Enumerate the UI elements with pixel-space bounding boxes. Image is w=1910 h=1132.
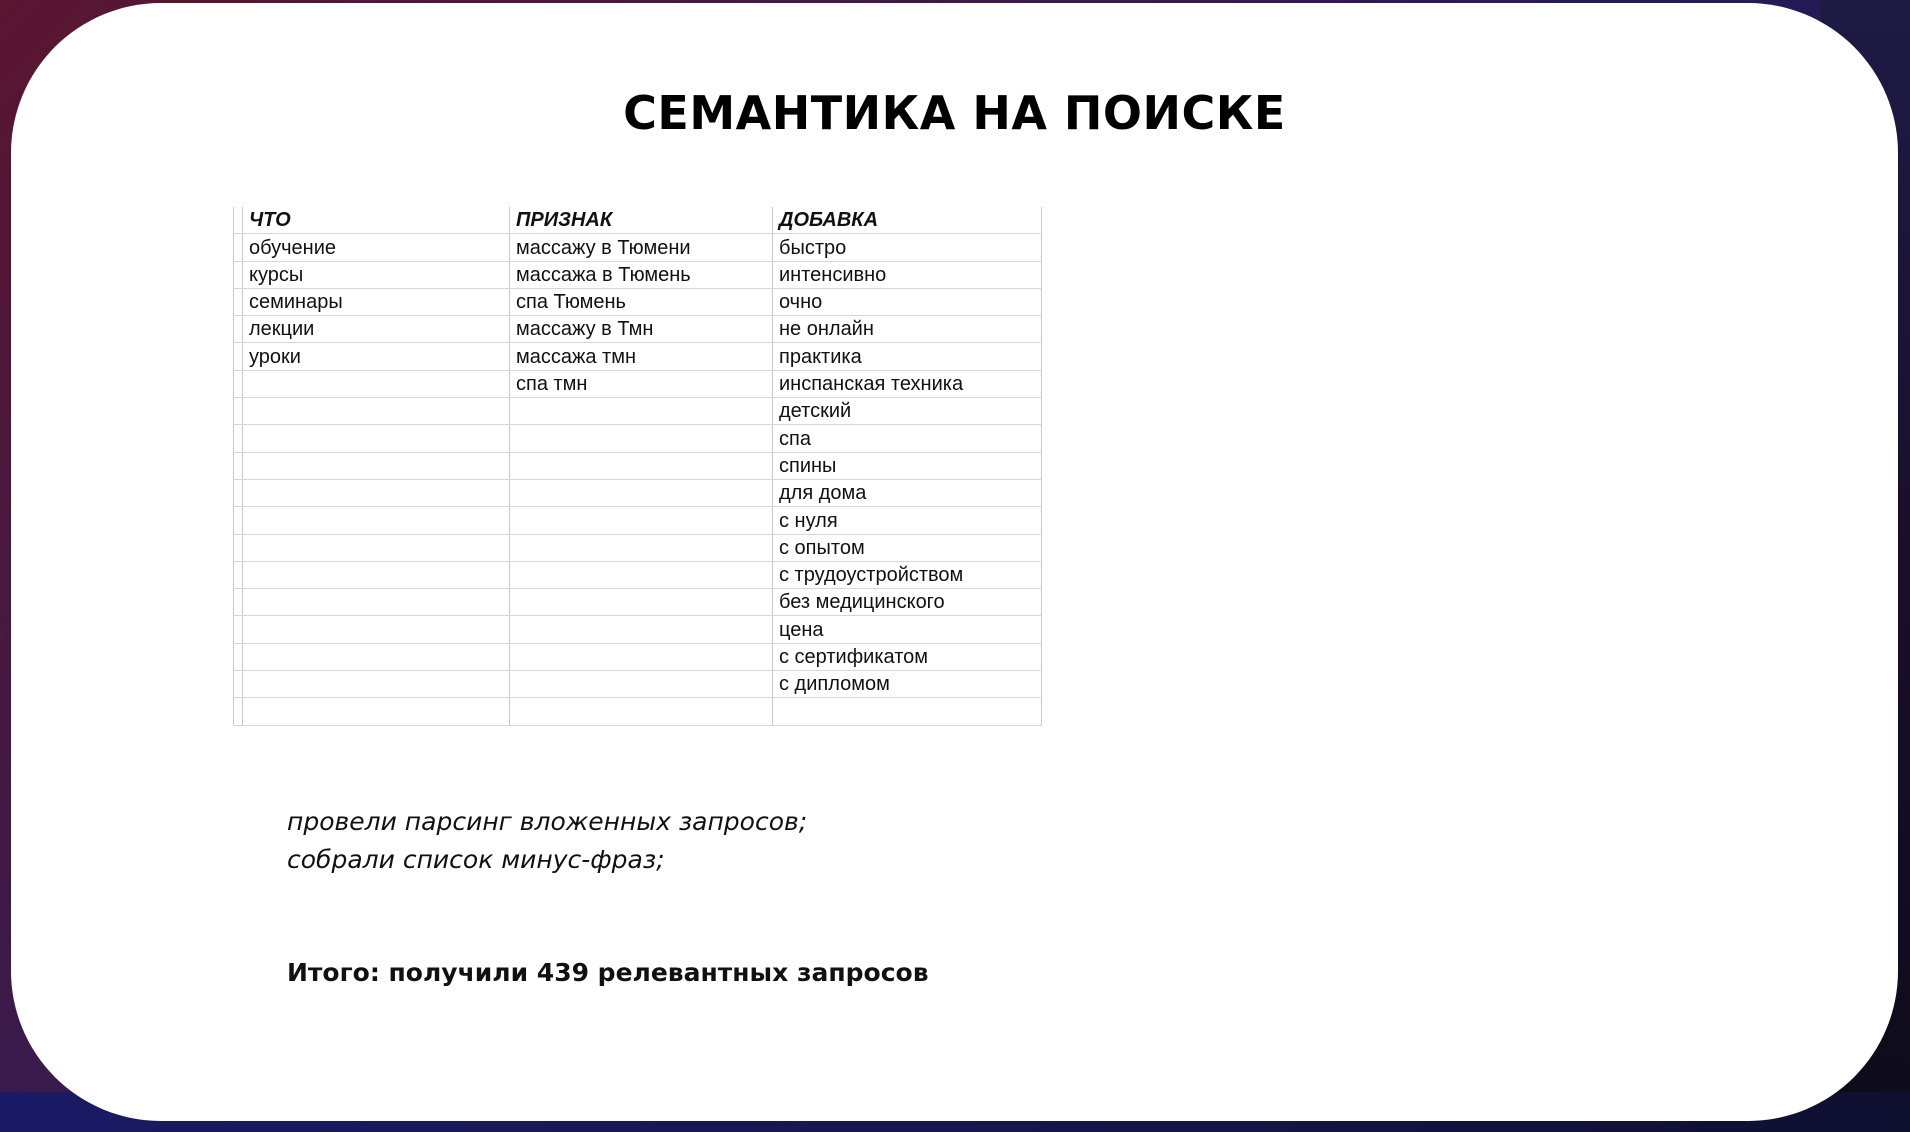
row-gutter: [234, 398, 243, 425]
table-cell: массажу в Тюмени: [510, 234, 773, 261]
table-row: [234, 261, 1042, 288]
notes-list: [287, 803, 807, 879]
table-cell: спа: [773, 425, 1042, 452]
table-cell: [510, 671, 773, 698]
table-row: [234, 343, 1042, 370]
row-gutter: [234, 261, 243, 288]
table-cell: обучение: [243, 234, 510, 261]
slide-title: СЕМАНТИКА НА ПОИСКЕ: [623, 86, 1286, 140]
table-cell: [243, 616, 510, 643]
row-gutter: [234, 589, 243, 616]
table-cell: [243, 398, 510, 425]
table-row: [234, 316, 1042, 343]
table-row: [234, 398, 1042, 425]
table-cell: [243, 698, 510, 725]
table-cell: [243, 561, 510, 588]
table-cell: спины: [773, 452, 1042, 479]
table-cell: [510, 507, 773, 534]
table-row: [234, 507, 1042, 534]
row-gutter: [234, 698, 243, 725]
table-cell: для дома: [773, 479, 1042, 506]
table-row: [234, 698, 1042, 725]
table-cell: быстро: [773, 234, 1042, 261]
table-cell: [243, 534, 510, 561]
table-cell: детский: [773, 398, 1042, 425]
table-cell: массажа тмн: [510, 343, 773, 370]
table-cell: практика: [773, 343, 1042, 370]
row-gutter: [234, 316, 243, 343]
table-cell: очно: [773, 288, 1042, 315]
table-cell: [243, 589, 510, 616]
table-cell: [243, 479, 510, 506]
table-row: [234, 671, 1042, 698]
table-cell: [243, 507, 510, 534]
table-cell: [510, 616, 773, 643]
table-row: [234, 234, 1042, 261]
table-cell: инспанская техника: [773, 370, 1042, 397]
table-cell: лекции: [243, 316, 510, 343]
table-row: [234, 288, 1042, 315]
table-cell: [243, 370, 510, 397]
table-row: [234, 452, 1042, 479]
row-gutter: [234, 207, 243, 234]
row-gutter: [234, 643, 243, 670]
table-cell: [510, 534, 773, 561]
table-cell: [243, 425, 510, 452]
row-gutter: [234, 616, 243, 643]
table-cell: [510, 643, 773, 670]
table-row: [234, 479, 1042, 506]
table-cell: без медицинского: [773, 589, 1042, 616]
row-gutter: [234, 288, 243, 315]
table-cell: спа тмн: [510, 370, 773, 397]
row-gutter: [234, 479, 243, 506]
table-cell: массажу в Тмн: [510, 316, 773, 343]
table-cell: [510, 561, 773, 588]
table-cell: спа Тюмень: [510, 288, 773, 315]
table-cell: с трудоустройством: [773, 561, 1042, 588]
row-gutter: [234, 671, 243, 698]
spreadsheet-image: [233, 209, 1053, 723]
table-row: [234, 370, 1042, 397]
row-gutter: [234, 425, 243, 452]
keyword-table: [233, 207, 1042, 726]
row-gutter: [234, 534, 243, 561]
row-gutter: [234, 370, 243, 397]
row-gutter: [234, 561, 243, 588]
table-row: [234, 561, 1042, 588]
table-cell: уроки: [243, 343, 510, 370]
table-header-row: [234, 207, 1042, 234]
table-cell: семинары: [243, 288, 510, 315]
row-gutter: [234, 343, 243, 370]
column-header: ЧТО: [243, 207, 510, 234]
table-row: [234, 534, 1042, 561]
table-cell: [510, 398, 773, 425]
table-cell: [243, 452, 510, 479]
table-cell: не онлайн: [773, 316, 1042, 343]
table-cell: [510, 452, 773, 479]
table-cell: [773, 698, 1042, 725]
table-row: [234, 425, 1042, 452]
table-cell: [510, 479, 773, 506]
table-cell: курсы: [243, 261, 510, 288]
table-cell: [510, 425, 773, 452]
row-gutter: [234, 234, 243, 261]
row-gutter: [234, 507, 243, 534]
table-row: [234, 589, 1042, 616]
table-cell: [510, 589, 773, 616]
table-cell: интенсивно: [773, 261, 1042, 288]
table-cell: [243, 643, 510, 670]
row-gutter: [234, 452, 243, 479]
table-cell: цена: [773, 616, 1042, 643]
table-row: [234, 616, 1042, 643]
table-cell: [510, 698, 773, 725]
slide-card: [11, 3, 1898, 1121]
column-header: ДОБАВКА: [773, 207, 1042, 234]
table-row: [234, 643, 1042, 670]
summary-text: Итого: получили 439 релевантных запросов: [287, 958, 929, 987]
table-cell: [243, 671, 510, 698]
table-cell: с сертификатом: [773, 643, 1042, 670]
note-line: провели парсинг вложенных запросов;: [287, 807, 808, 836]
column-header: ПРИЗНАК: [510, 207, 773, 234]
table-cell: с опытом: [773, 534, 1042, 561]
table-cell: с дипломом: [773, 671, 1042, 698]
table-cell: массажа в Тюмень: [510, 261, 773, 288]
table-cell: с нуля: [773, 507, 1042, 534]
note-line: собрали список минус-фраз;: [287, 845, 665, 874]
